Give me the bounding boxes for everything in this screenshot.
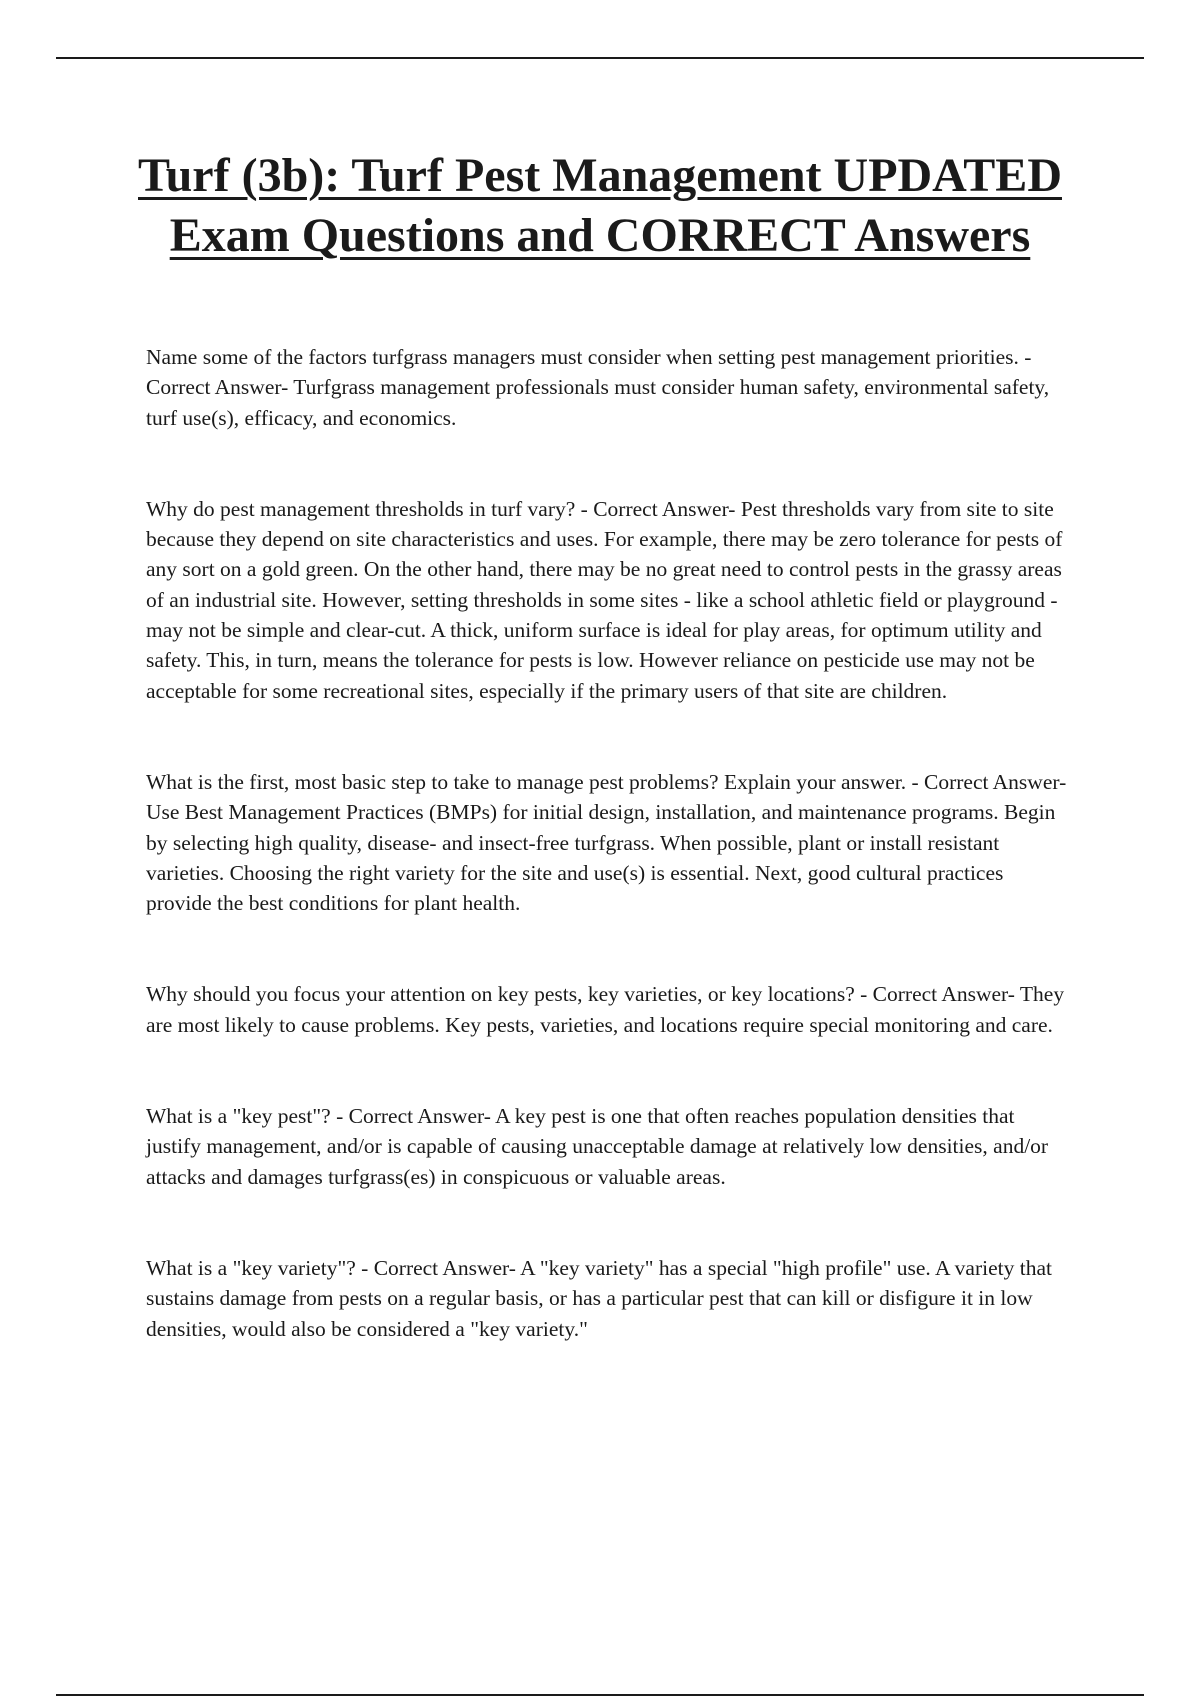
answer-text: A key pest is one that often reaches population densities that justify management, and/or is capable of causing unacceptable damage at relatively low densities, and/or attacks and damages turfgrass(es) in conspicuous or valuable areas.: [146, 1104, 1049, 1189]
correct-answer-label: - Correct Answer-: [575, 496, 741, 521]
qa-item: [146, 1101, 1071, 1192]
qa-item: [146, 767, 1071, 918]
document-title: Turf (3b): Turf Pest Management UPDATED Exam Questions and CORRECT Answers: [138, 149, 1062, 262]
correct-answer-label: - Correct Answer-: [906, 769, 1067, 794]
qa-item: [146, 342, 1071, 433]
question-text: What is a "key pest"?: [146, 1104, 331, 1129]
correct-answer-label: - Correct Answer-: [355, 1255, 521, 1280]
question-text: Name some of the factors turfgrass managers must consider when setting pest management priorities.: [146, 345, 1019, 369]
qa-item: [146, 979, 1071, 1040]
answer-text: They are most likely to cause problems. Key pests, varieties, and locations require special monitoring and care.: [146, 982, 1065, 1037]
answer-text: Pest thresholds vary from site to site because they depend on site characteristics and uses. For example, there may be zero tolerance for pests of any sort on a gold green. On the other hand, there may be no great need to control pests in the grassy areas of an industrial site. However, setting thresholds in some sites - like a school athletic field or playground - may not be simple and clear-cut. A thick, uniform surface is ideal for play areas, for optimum utility and safety. This, in turn, means the tolerance for pests is low. However reliance on pesticide use may not be acceptable for some recreational sites, especially if the primary users of that site are children.: [146, 496, 1063, 703]
qa-item: [146, 494, 1071, 706]
correct-answer-label: - Correct Answer-: [146, 345, 1032, 400]
correct-answer-label: - Correct Answer-: [330, 1104, 496, 1129]
answer-text: Turfgrass management professionals must consider human safety, environmental safety, turf use(s), efficacy, and economics.: [146, 375, 1050, 430]
top-rule: [56, 57, 1144, 59]
answer-text: Use Best Management Practices (BMPs) for initial design, installation, and maintenance programs. Begin by selecting high quality, disease- and insect-free turfgrass. When possible, plant or install resistant varieties. Choosing the right variety for the site and use(s) is essential. Next, good cultural practices provide the best conditions for plant health.: [146, 800, 1056, 916]
correct-answer-label: - Correct Answer-: [854, 982, 1020, 1007]
qa-item: [146, 1253, 1071, 1344]
answer-text: A "key variety" has a special "high profile" use. A variety that sustains damage from pests on a regular basis, or has a particular pest that can kill or disfigure it in low densities, would also be considered a "key variety.": [146, 1255, 1052, 1341]
question-text: Why do pest management thresholds in turf vary?: [146, 496, 576, 521]
question-text: What is a "key variety"?: [146, 1255, 356, 1280]
question-text: Why should you focus your attention on key pests, key varieties, or key locations?: [146, 982, 855, 1007]
question-text: What is the first, most basic step to take to manage pest problems? Explain your answer.: [146, 769, 907, 794]
qa-list: [146, 342, 1071, 1344]
bottom-rule: [56, 1694, 1144, 1696]
